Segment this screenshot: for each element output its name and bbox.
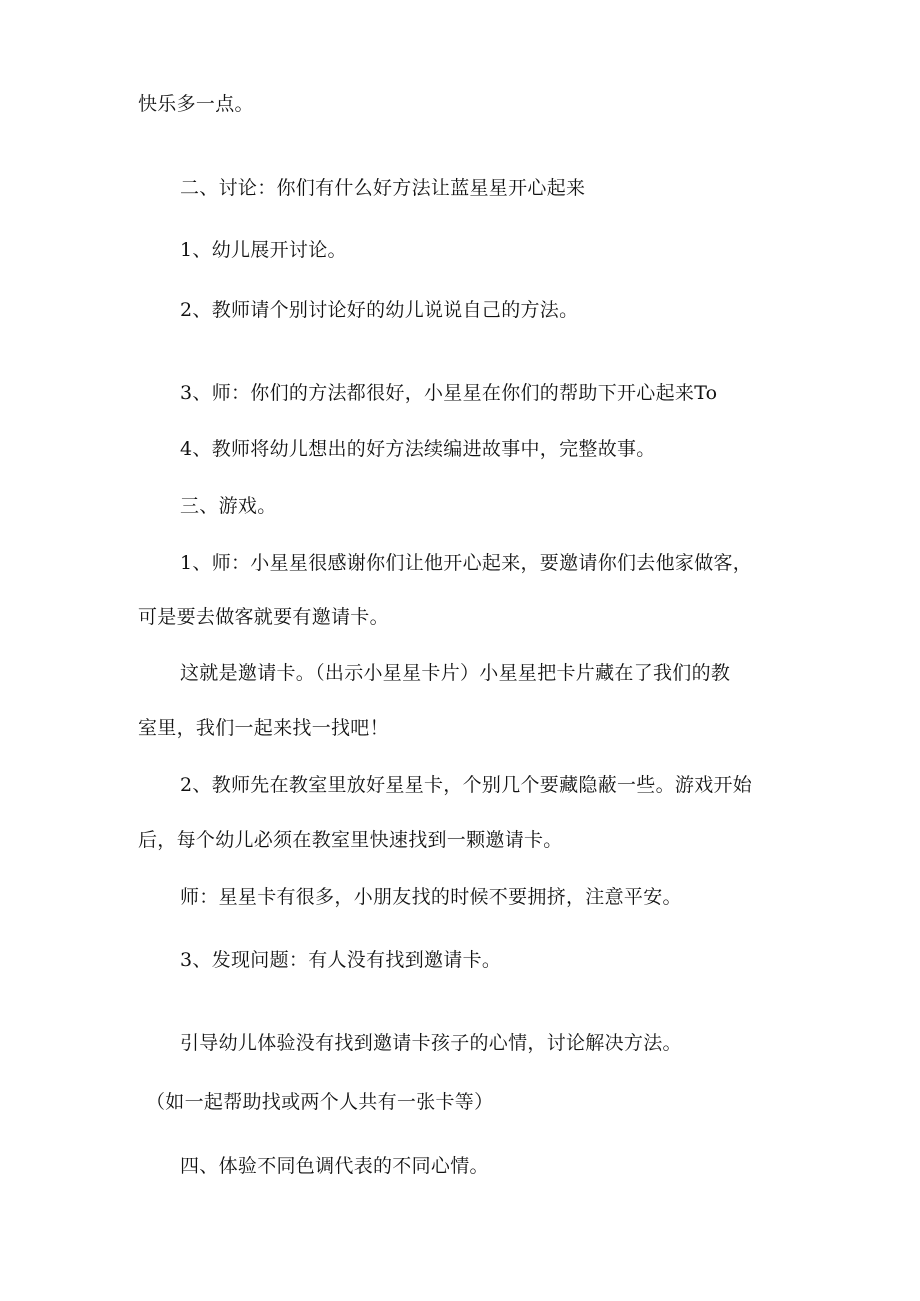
paragraph-line: 3、师：你们的方法都很好，小星星在你们的帮助下开心起来To [180,382,718,404]
paragraph-line: 这就是邀请卡。（出示小星星卡片）小星星把卡片藏在了我们的教 [180,662,731,684]
paragraph-line: 2、教师请个别讨论好的幼儿说说自己的方法。 [180,299,579,321]
paragraph-line: 2、教师先在教室里放好星星卡，个别几个要藏隐蔽一些。游戏开始 [180,774,753,796]
paragraph-line: 室里，我们一起来找一找吧！ [138,717,389,739]
section-heading: 二、讨论：你们有什么好方法让蓝星星开心起来 [180,177,586,199]
paragraph-line: 3、发现问题：有人没有找到邀请卡。 [180,949,502,971]
paragraph-line: 后，每个幼儿必须在教室里快速找到一颗邀请卡。 [138,829,563,851]
paragraph-line: 1、师：小星星很感谢你们让他开心起来，要邀请你们去他家做客， [180,552,753,574]
section-heading: 三、游戏。 [180,495,277,517]
paragraph-line: 可是要去做客就要有邀请卡。 [138,606,389,628]
paragraph-line: 引导幼儿体验没有找到邀请卡孩子的心情，讨论解决方法。 [180,1032,682,1054]
paragraph-line: 1、幼儿展开讨论。 [180,239,347,261]
paragraph-line: 师：星星卡有很多，小朋友找的时候不要拥挤，注意平安。 [180,886,682,908]
section-heading: 四、体验不同色调代表的不同心情。 [180,1155,489,1177]
paragraph-line: 4、教师将幼儿想出的好方法续编进故事中，完整故事。 [180,438,656,460]
paragraph-line: （如一起帮助找或两个人共有一张卡等） [146,1091,494,1113]
paragraph-line: 快乐多一点。 [138,93,254,115]
